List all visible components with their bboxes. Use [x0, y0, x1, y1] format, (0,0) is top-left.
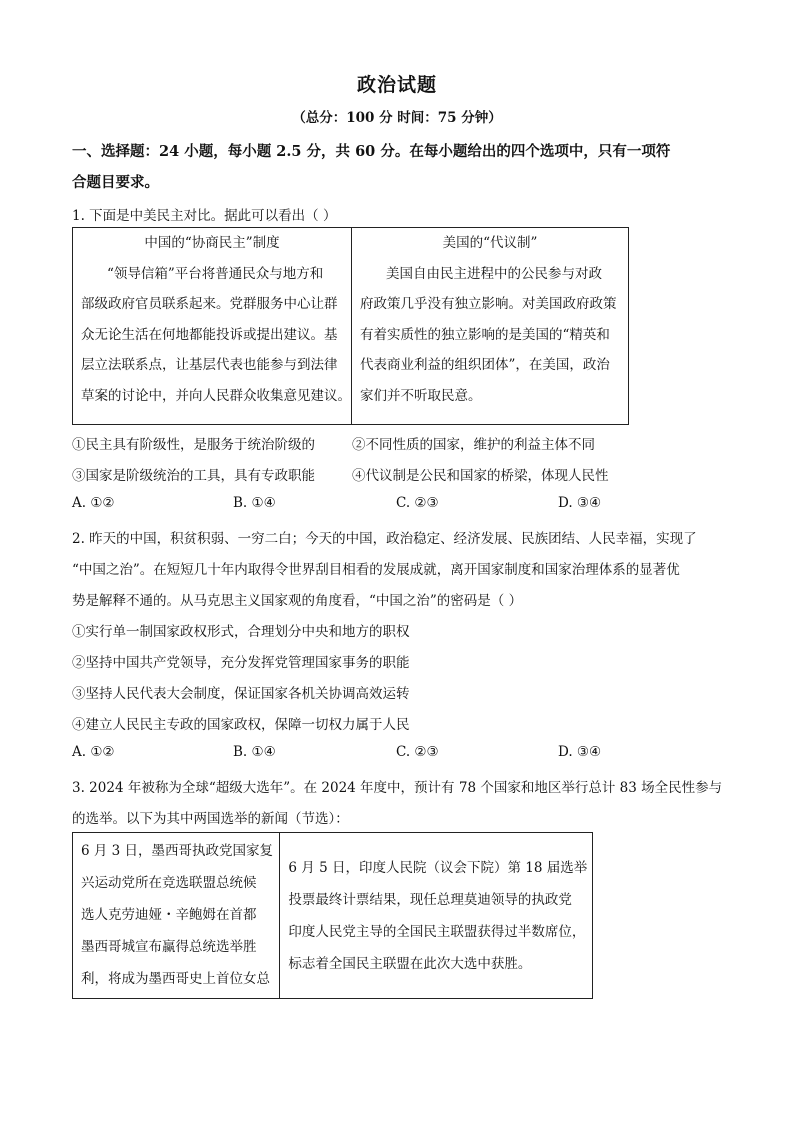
q1-usa-line: 府政策几乎没有独立影响。对美国政府政策	[360, 296, 617, 312]
q1-china-cell	[73, 228, 352, 425]
q1-usa-title: 美国的“代议制”	[442, 235, 538, 251]
q1-option-a[interactable]: A. ①②	[72, 495, 115, 511]
q1-option-b[interactable]: B. ①④	[233, 495, 276, 511]
q2-statement-3: ③坚持人民代表大会制度，保证国家各机关协调高效运转	[72, 686, 410, 702]
q3-india-line: 投票最终计票结果，现任总理莫迪领导的执政党	[288, 891, 572, 908]
q1-china-line: 部级政府官员联系起来。党群服务中心让群	[81, 296, 338, 312]
q1-comparison-table	[72, 227, 629, 425]
section-heading-line-1: 一、选择题：24 小题，每小题 2.5 分，共 60 分。在每小题给出的四个选项中，只有一项符	[72, 143, 671, 160]
exam-info: （总分：100 分 时间：75 分钟）	[292, 110, 502, 126]
q1-china-title: 中国的“协商民主”制度	[144, 235, 280, 251]
page-title: 政治试题	[356, 74, 437, 96]
q1-usa-cell	[352, 228, 629, 425]
q2-stem-line: 2. 昨天的中国，积贫积弱、一穷二白；今天的中国，政治稳定、经济发展、民族团结、人民幸福，实现了	[72, 531, 697, 547]
q3-news-table	[72, 832, 593, 999]
q1-china-line: 草案的讨论中，并向人民群众收集意见建议。	[81, 387, 351, 404]
q2-option-a[interactable]: A. ①②	[72, 744, 115, 760]
q2-statement-2: ②坚持中国共产党领导，充分发挥党管理国家事务的职能	[72, 655, 410, 671]
q3-india-cell	[280, 833, 593, 999]
q1-china-line: 层立法联系点，让基层代表也能参与到法律	[81, 357, 338, 373]
section-heading-line-2: 合题目要求。	[72, 174, 159, 191]
q1-statement-4: ④代议制是公民和国家的桥梁，体现人民性	[352, 468, 609, 484]
q3-mexico-line: 利，将成为墨西哥史上首位女总	[81, 971, 270, 987]
q3-india-line: 标志着全国民主联盟在此次大选中获胜。	[288, 955, 532, 972]
q1-statement-3: ③国家是阶级统治的工具，具有专政职能	[72, 468, 315, 484]
q2-option-b[interactable]: B. ①④	[233, 744, 276, 760]
q1-option-c[interactable]: C. ②③	[396, 495, 439, 511]
q2-option-c[interactable]: C. ②③	[396, 744, 439, 760]
q1-statement-2: ②不同性质的国家，维护的利益主体不同	[352, 437, 595, 453]
q1-china-line: “领导信箱”平台将普通民众与地方和	[107, 265, 324, 282]
q1-usa-line: 代表商业利益的组织团体”，在美国，政治	[360, 357, 610, 373]
q1-stem: 1. 下面是中美民主对比。据此可以看出（ ）	[72, 208, 337, 224]
q1-option-d[interactable]: D. ③④	[558, 495, 602, 511]
q3-india-line: 印度人民党主导的全国民主联盟获得过半数席位，	[288, 923, 586, 940]
q1-usa-line: 家们并不听取民意。	[360, 387, 482, 404]
q1-statement-1: ①民主具有阶级性，是服务于统治阶级的	[72, 437, 315, 453]
q2-statement-4: ④建立人民民主专政的国家政权，保障一切权力属于人民	[72, 717, 410, 733]
q2-option-d[interactable]: D. ③④	[558, 744, 602, 760]
q2-stem-line: “中国之治”。在短短几十年内取得令世界刮目相看的发展成就，离开国家制度和国家治理体系的显著优	[72, 562, 680, 578]
q1-usa-line: 有着实质性的独立影响的是美国的“精英和	[360, 326, 610, 343]
q3-mexico-cell	[73, 833, 280, 999]
q3-mexico-line: 6 月 3 日，墨西哥执政党国家复	[81, 843, 274, 859]
q1-china-line: 众无论生活在何地都能投诉或提出建议。基	[81, 326, 338, 343]
q2-stem-line: 势是解释不通的。从马克思主义国家观的角度看，“中国之治”的密码是（ ）	[72, 593, 523, 609]
q3-mexico-line: 墨西哥城宣布赢得总统选举胜	[81, 939, 257, 955]
q3-stem-line: 3. 2024 年被称为全球“超级大选年”。在 2024 年度中，预计有 78 个国家和地区举行总计 83 场全民性参与	[72, 780, 723, 796]
q3-stem-line: 的选举。以下为其中两国选举的新闻（节选）：	[72, 811, 349, 827]
q1-usa-line: 美国自由民主进程中的公民参与对政	[386, 265, 602, 282]
q3-india-line: 6 月 5 日，印度人民院（议会下院）第 18 届选举	[288, 859, 588, 876]
q3-mexico-line: 选人克劳迪娅・辛鲍姆在首都	[81, 907, 257, 923]
q3-mexico-line: 兴运动党所在竞选联盟总统候	[81, 875, 257, 891]
q2-statement-1: ①实行单一制国家政权形式，合理划分中央和地方的职权	[72, 624, 410, 640]
